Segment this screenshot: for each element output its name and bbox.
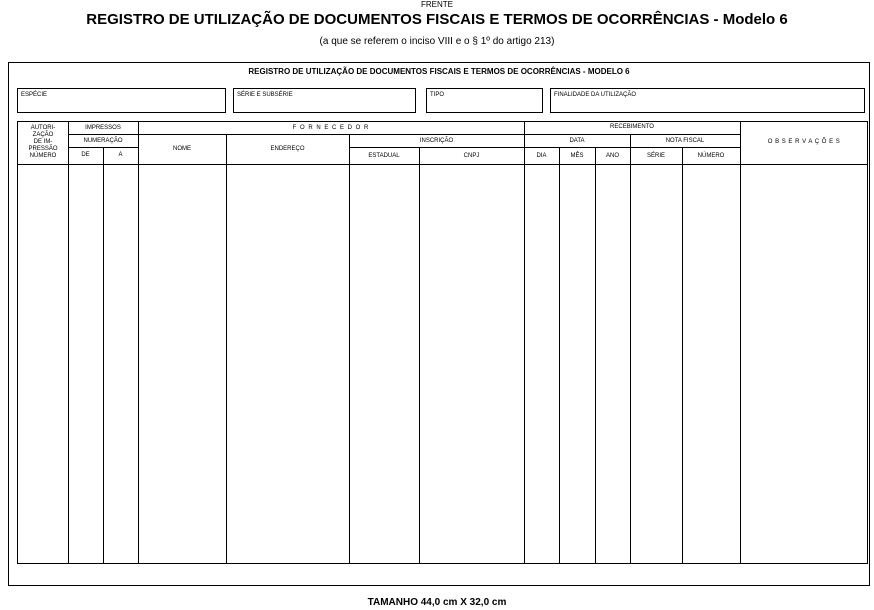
recebimento-header: RECEBIMENTO: [610, 124, 654, 130]
col-divider: [595, 147, 596, 564]
especie-field[interactable]: [17, 88, 226, 113]
endereco-header: ENDEREÇO: [270, 146, 305, 152]
tipo-label: TIPO: [430, 92, 445, 98]
impressos-header: IMPRESSOS: [85, 125, 121, 131]
nota-fiscal-header: NOTA FISCAL: [665, 138, 705, 144]
header-rule: [524, 147, 740, 148]
estadual-header: ESTADUAL: [368, 153, 400, 159]
autorizacao-line: PRESSÃO: [28, 146, 58, 152]
page-subtitle: (a que se referem o inciso VIII e o § 1º do artigo 213): [319, 36, 555, 47]
dia-header: DIA: [536, 153, 547, 159]
col-divider: [740, 121, 741, 564]
form-title: REGISTRO DE UTILIZAÇÃO DE DOCUMENTOS FISCAIS E TERMOS DE OCORRÊNCIAS - MODELO 6: [248, 67, 630, 76]
size-label: TAMANHO 44,0 cm X 32,0 cm: [367, 597, 507, 608]
side-label: FRENTE: [421, 0, 453, 9]
autorizacao-line: ZAÇÃO: [32, 132, 54, 138]
col-divider: [138, 121, 139, 564]
tipo-field[interactable]: [426, 88, 543, 113]
inscricao-header: INSCRIÇÃO: [419, 138, 454, 144]
col-divider: [68, 121, 69, 564]
header-rule: [524, 134, 740, 135]
mes-header: MÊS: [570, 153, 584, 159]
header-rule: [349, 147, 524, 148]
numero-header: NÚMERO: [697, 153, 725, 159]
col-divider: [630, 134, 631, 564]
autorizacao-line: AUTORI-: [30, 125, 56, 131]
especie-label: ESPÉCIE: [21, 92, 48, 98]
observacoes-header: O B S E R V A Ç Õ E S: [767, 139, 841, 145]
cnpj-header: CNPJ: [463, 153, 480, 159]
col-divider: [682, 147, 683, 564]
a-header: A: [118, 152, 123, 158]
autorizacao-line: NÚMERO: [29, 153, 57, 159]
finalidade-label: FINALIDADE DA UTILIZAÇÃO: [554, 92, 637, 98]
header-rule: [68, 147, 138, 148]
col-divider: [419, 147, 420, 564]
col-divider: [103, 147, 104, 564]
fornecedor-header: F O R N E C E D O R: [292, 125, 370, 131]
numeracao-header: NUMERAÇÃO: [83, 138, 123, 144]
serie-field[interactable]: [233, 88, 416, 113]
col-divider: [349, 134, 350, 564]
col-divider: [226, 134, 227, 564]
autorizacao-line: DE IM-: [33, 139, 53, 145]
header-rule: [138, 134, 524, 135]
col-divider: [559, 147, 560, 564]
serie-label: SÉRIE E SUBSÉRIE: [237, 92, 293, 98]
col-divider: [524, 121, 525, 564]
finalidade-field[interactable]: [550, 88, 865, 113]
page-title: REGISTRO DE UTILIZAÇÃO DE DOCUMENTOS FISCAIS E TERMOS DE OCORRÊNCIAS - Modelo 6: [86, 11, 788, 28]
nome-header: NOME: [173, 146, 191, 152]
header-rule: [68, 134, 138, 135]
data-header: DATA: [569, 138, 585, 144]
serie-col-header: SÉRIE: [646, 153, 665, 159]
autorizacao-header: [18, 125, 68, 160]
de-header: DE: [81, 152, 90, 158]
ano-header: ANO: [605, 153, 619, 159]
